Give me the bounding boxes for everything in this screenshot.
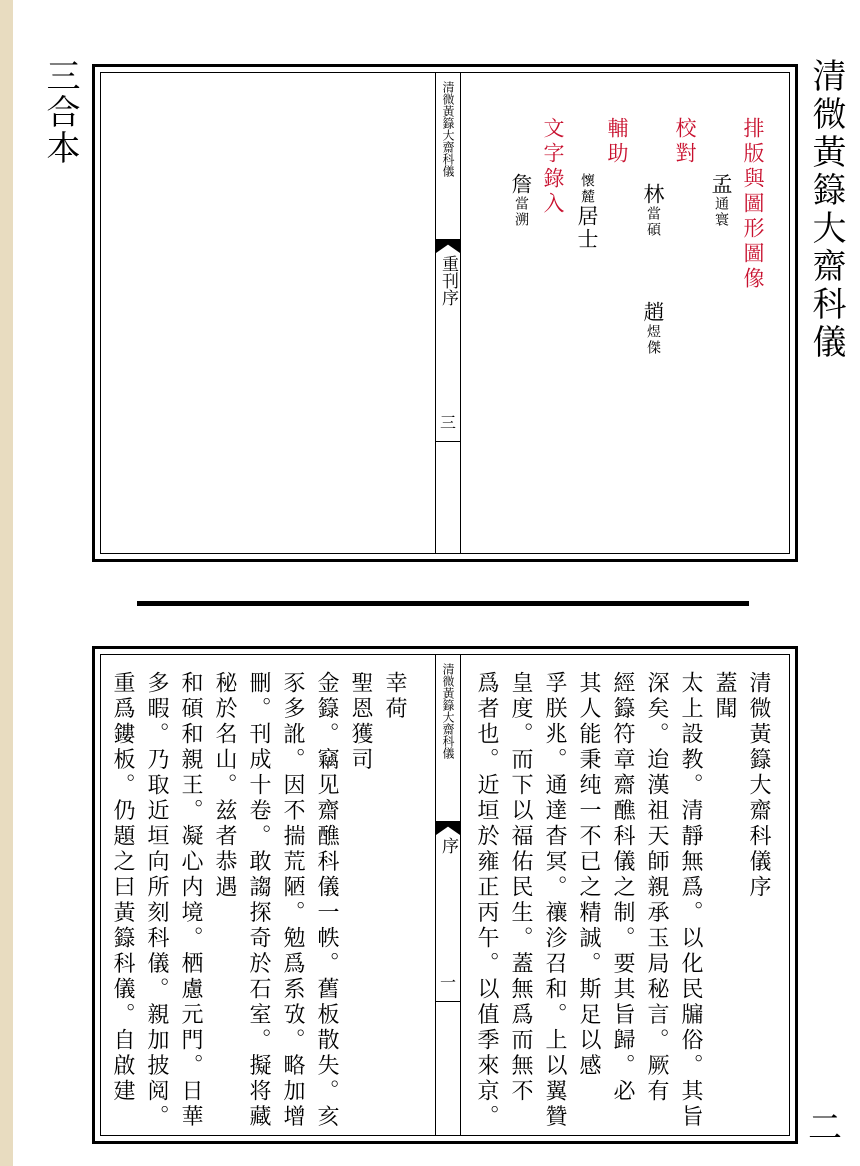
- credit-given-name: 當碩: [645, 206, 661, 238]
- text-column: 重爲鏤板。仍題之曰黃籙科儀。自啟建: [110, 671, 135, 1105]
- text-column: 豕多訛。因不揣荒陋。勉爲系攷。略加增: [280, 671, 305, 1130]
- credit-role-proofread: 校對: [673, 117, 697, 167]
- top-banner-column: [435, 73, 461, 553]
- bottom-banner-section: 序: [438, 837, 458, 854]
- credit-surname: 孟: [709, 173, 733, 196]
- credit-role-entry: 文字錄入: [541, 117, 565, 217]
- top-banner-page: 三: [439, 413, 456, 432]
- credit-name-layout: [707, 173, 735, 228]
- text-column: 深矣。迨漢祖天師親承玉局秘言。厥有: [644, 671, 669, 1105]
- text-column: 爲者也。近垣於雍正丙午。以值季來京。: [474, 671, 499, 1130]
- top-page-inner-border: [100, 72, 790, 554]
- credit-surname: 林: [641, 183, 665, 206]
- text-column: 聖恩獲司: [348, 671, 373, 773]
- side-title: 清微黃籙大齋科儀: [806, 58, 846, 362]
- bottom-page-frame: [92, 646, 798, 1144]
- credit-given-name: 懷麓: [579, 173, 595, 205]
- text-column: 皇度。而下以福佑民生。蓋無爲而無不: [508, 671, 533, 1105]
- text-column: 金籙。竊见齋醮科儀一帙。舊板散失。亥: [314, 671, 339, 1130]
- text-column: 太上設教。清靜無爲。以化民牖俗。其旨: [678, 671, 703, 1130]
- credit-given-name: 通寰: [713, 196, 729, 228]
- credit-role-layout: 排版與圖形圖像: [741, 117, 765, 292]
- page-edge-strip: [0, 0, 13, 1166]
- bottom-banner-title: 清微黃籙大齋科儀: [441, 663, 455, 759]
- credit-name-proofread-2: [639, 301, 667, 356]
- banner-rule: [436, 441, 460, 442]
- preface-text-left: [105, 671, 411, 1130]
- text-column: 多暇。乃取近垣向所刻科儀。親加披阅。: [144, 671, 169, 1130]
- credit-role-assist: 輔助: [605, 117, 629, 167]
- top-page-frame: [92, 64, 798, 562]
- text-column: 其人能秉纯一不已之精誠。斯足以感: [576, 671, 601, 1079]
- text-column: 孚朕兆。通達杳冥。禳沴召和。上以翼贊: [542, 671, 567, 1130]
- credit-given-name: 煜傑: [645, 324, 661, 356]
- text-column: 蓋聞: [712, 671, 737, 722]
- volume-label: 三合本: [40, 58, 80, 166]
- top-banner-title: 清微黃籙大齋科儀: [441, 81, 455, 177]
- credit-name-assist: [573, 173, 601, 251]
- text-column: 清微黃籙大齋科儀序: [746, 671, 771, 901]
- credit-suffix: 居士: [575, 205, 599, 251]
- credit-surname: 詹: [509, 173, 533, 196]
- text-column: 刪。刊成十卷。敢謅探奇於石室。擬将藏: [246, 671, 271, 1130]
- preface-text-right: [469, 671, 775, 1130]
- fish-tail-mark: [436, 239, 460, 253]
- text-column: 秘於名山。兹者恭遇: [212, 671, 237, 901]
- bottom-page-inner-border: [100, 654, 790, 1136]
- banner-rule: [436, 1001, 460, 1002]
- credit-given-name: 當溯: [513, 196, 529, 228]
- credit-surname: 趙: [641, 301, 665, 324]
- text-column: 幸荷: [382, 671, 407, 722]
- credit-name-proofread-1: [639, 183, 667, 238]
- text-column: 和碩和親王。凝心内境。栖慮元門。日華: [178, 671, 203, 1130]
- text-column: 經籙符章齋醮科儀之制。要其旨歸。必: [610, 671, 635, 1105]
- credit-name-entry: [507, 173, 535, 228]
- bottom-banner-column: [435, 655, 461, 1135]
- page-number: 二: [808, 1108, 842, 1148]
- bottom-banner-page: 一: [439, 973, 456, 992]
- top-banner-section: 重刊序: [438, 255, 458, 306]
- fish-tail-mark: [436, 821, 460, 835]
- page-divider: [137, 601, 749, 606]
